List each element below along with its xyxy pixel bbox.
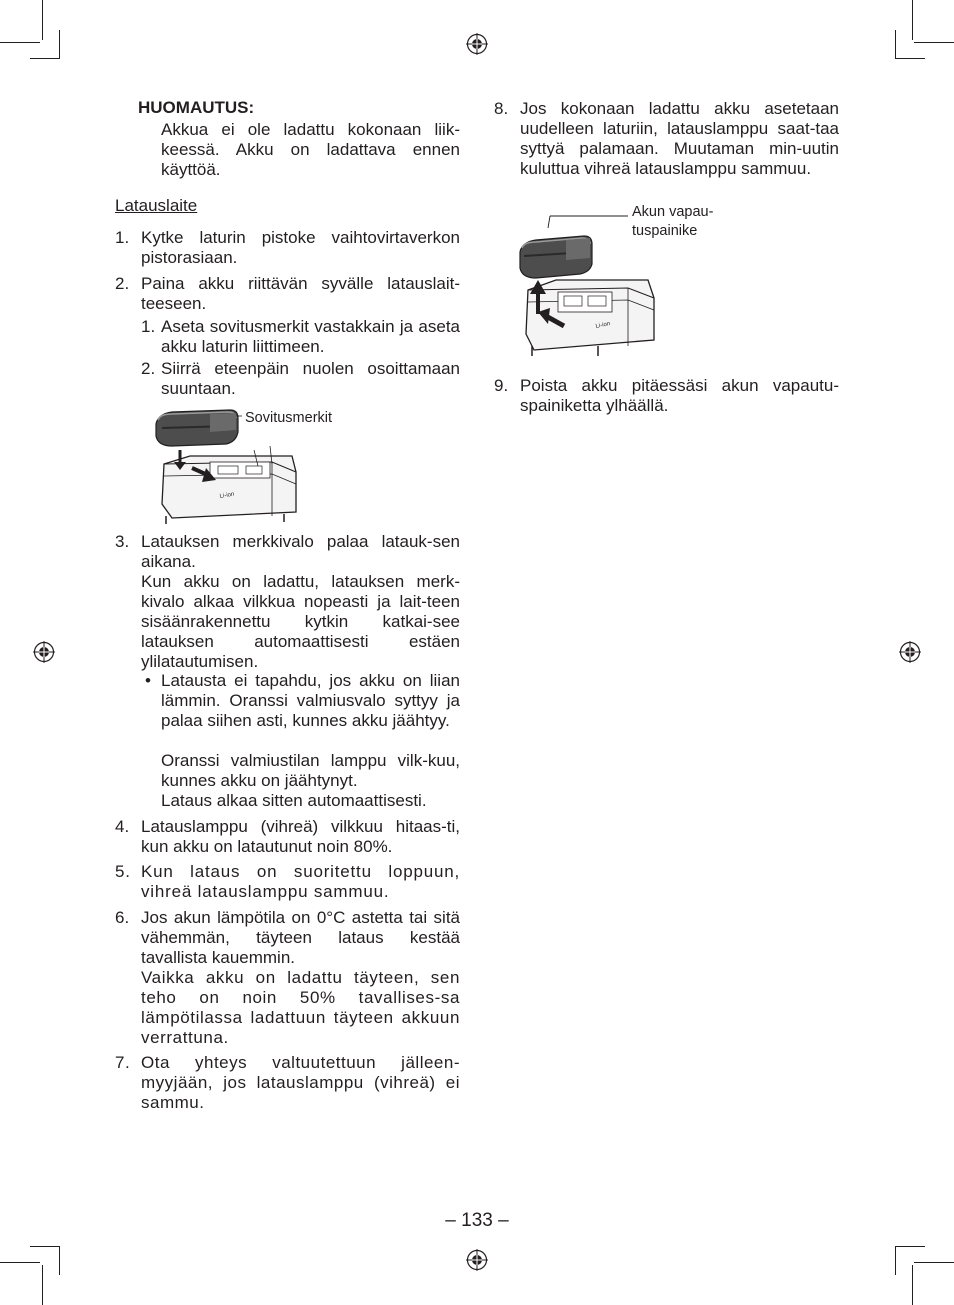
- list-item-7: [115, 1053, 460, 1113]
- note-text: Akkua ei ole ladattu kokonaan liik-keessä. Akku on ladattava ennen käyttöä.: [161, 120, 460, 179]
- crop-mark: [895, 58, 925, 59]
- list-item-2: [115, 274, 460, 314]
- crop-mark: [0, 1262, 40, 1263]
- crop-mark: [895, 1246, 896, 1275]
- registration-target-icon: [466, 1249, 488, 1271]
- item-text: Jos kokonaan ladattu akku asetetaan uudelleen laturiin, latauslamppu saat-taa syttyä palamaan. Muutaman min-uutin kuluttua vihreä latauslamppu sammuu.: [520, 99, 839, 178]
- item-text: Ota yhteys valtuutettuun jälleen-myyjään, jos latauslamppu (vihreä) ei sammu.: [141, 1053, 460, 1112]
- crop-mark: [42, 0, 43, 40]
- sub-item-2-1: [141, 317, 460, 357]
- crop-mark: [59, 1246, 60, 1275]
- figure2-caption-line1: Akun vapau-: [632, 204, 714, 220]
- bullet-mark: •: [145, 671, 151, 690]
- registration-target-icon: [33, 641, 55, 663]
- crop-mark: [895, 1246, 925, 1247]
- crop-mark: [914, 42, 954, 43]
- item-text: Latauksen merkkivalo palaa latauk-sen aikana.: [141, 532, 460, 571]
- crop-mark: [912, 0, 913, 40]
- item3-bullet-extra1: Oranssi valmiustilan lamppu vilk-kuu, kunnes akku on jäähtynyt.: [161, 751, 460, 790]
- item3-bullet-extra2: Lataus alkaa sitten automaattisesti.: [161, 791, 427, 810]
- crop-mark: [30, 1246, 60, 1247]
- list-item-8: [494, 99, 839, 179]
- item-number: 6.: [115, 908, 130, 927]
- list-item-5: [115, 862, 460, 902]
- item-text: Paina akku riittävän syvälle latauslait-teeseen.: [141, 274, 460, 313]
- crop-mark: [0, 42, 40, 43]
- sub-item-2-2: [141, 359, 460, 399]
- item3-extra: Kun akku on ladattu, latauksen merk-kivalo alkaa vilkkua nopeasti ja lait-teen sisäänrakennettu kytkin katkai-see latauksen automaattisesti estäen ylilatautumisen.: [141, 572, 460, 671]
- item-text: Latauslamppu (vihreä) vilkkuu hitaas-ti, kun akku on latautunut noin 80%.: [141, 817, 460, 856]
- item-number: 8.: [494, 99, 509, 118]
- svg-text:Li-ion: Li-ion: [595, 321, 611, 330]
- item6-extra: Vaikka akku on ladattu täyteen, sen teho on noin 50% tavallises-sa lämpötilassa ladattuun täyteen akkuun verrattuna.: [141, 968, 460, 1047]
- page-number: – 133 –: [445, 1210, 509, 1231]
- note-heading: HUOMAUTUS:: [138, 98, 255, 117]
- list-item-4: [115, 817, 460, 857]
- item-number: 1.: [115, 228, 130, 247]
- item-number: 9.: [494, 376, 509, 395]
- item-text: Kytke laturin pistoke vaihtovirtaverkon pistorasiaan.: [141, 228, 460, 267]
- item-text: Jos akun lämpötila on 0°C astetta tai sitä vähemmän, täyteen lataus kestää tavallista kauemmin.: [141, 908, 460, 967]
- sub-item-number: 1.: [141, 317, 156, 336]
- section-title: Latauslaite: [115, 196, 198, 215]
- sub-item-text: Aseta sovitusmerkit vastakkain ja aseta akku laturin liittimeen.: [161, 317, 460, 356]
- item-number: 5.: [115, 862, 131, 881]
- crop-mark: [30, 58, 60, 59]
- item-text: Kun lataus on suoritettu loppuun, vihreä latauslamppu sammuu.: [141, 862, 460, 901]
- sub-item-text: Siirrä eteenpäin nuolen osoittamaan suuntaan.: [161, 359, 460, 398]
- item3-bullet: [141, 671, 460, 731]
- list-item-1: [115, 228, 460, 268]
- figure1-caption: Sovitusmerkit: [245, 410, 333, 426]
- crop-mark: [912, 1265, 913, 1305]
- crop-mark: [59, 30, 60, 59]
- item-text: Poista akku pitäessäsi akun vapautu-spainiketta ylhäällä.: [520, 376, 839, 415]
- registration-target-icon: [899, 641, 921, 663]
- crop-mark: [895, 30, 896, 59]
- sub-item-number: 2.: [141, 359, 156, 378]
- list-item-9: [494, 376, 839, 416]
- svg-text:Li-ion: Li-ion: [219, 491, 235, 500]
- list-item-6: [115, 908, 460, 968]
- registration-target-icon: [466, 33, 488, 55]
- item-number: 4.: [115, 817, 130, 836]
- item-number: 2.: [115, 274, 130, 293]
- list-item-3: [115, 532, 460, 572]
- crop-mark: [914, 1262, 954, 1263]
- crop-mark: [42, 1265, 43, 1305]
- figure2-caption-line2: tuspainike: [632, 223, 698, 239]
- item-number: 3.: [115, 532, 130, 551]
- bullet-text: Latausta ei tapahdu, jos akku on liian lämmin. Oranssi valmiusvalo syttyy ja palaa siihen asti, kunnes akku jäähtyy.: [161, 671, 460, 730]
- item-number: 7.: [115, 1053, 131, 1072]
